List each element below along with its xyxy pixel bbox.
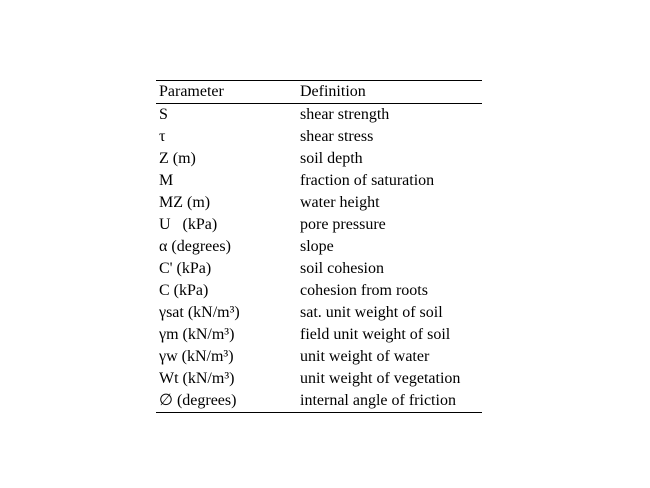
definition-cell: unit weight of water xyxy=(300,348,430,365)
table-row xyxy=(156,236,482,258)
definition-cell: field unit weight of soil xyxy=(300,326,451,343)
table-body xyxy=(156,104,482,413)
parameter-cell: MZ (m) xyxy=(159,194,211,211)
parameter-cell: M xyxy=(159,172,174,189)
definition-cell: shear strength xyxy=(300,106,390,123)
parameter-cell: γw (kN/m³) xyxy=(159,348,234,365)
header-parameter: Parameter xyxy=(159,83,224,100)
header-definition: Definition xyxy=(300,83,366,100)
definition-cell: internal angle of friction xyxy=(300,392,456,409)
parameter-cell: α (degrees) xyxy=(159,238,231,255)
table-row xyxy=(156,346,482,368)
parameter-cell: Z (m) xyxy=(159,150,196,167)
parameter-table-container xyxy=(156,80,482,413)
parameter-cell: U (kPa) xyxy=(159,216,218,233)
definition-cell: fraction of saturation xyxy=(300,172,435,189)
table-row xyxy=(156,280,482,302)
parameter-cell: ∅ (degrees) xyxy=(159,392,237,409)
definition-cell: shear stress xyxy=(300,128,374,145)
definition-cell: unit weight of vegetation xyxy=(300,370,461,387)
definition-cell: cohesion from roots xyxy=(300,282,428,299)
definition-cell: water height xyxy=(300,194,380,211)
table-row xyxy=(156,170,482,192)
definition-cell: soil depth xyxy=(300,150,363,167)
table-row xyxy=(156,192,482,214)
definition-cell: slope xyxy=(300,238,334,255)
header-row xyxy=(156,81,482,104)
parameter-cell: Wt (kN/m³) xyxy=(159,370,235,387)
parameter-cell: C' (kPa) xyxy=(159,260,212,277)
definition-cell: soil cohesion xyxy=(300,260,384,277)
table-row xyxy=(156,126,482,148)
table-row xyxy=(156,258,482,280)
table-row xyxy=(156,302,482,324)
table-row xyxy=(156,214,482,236)
parameter-cell: γsat (kN/m³) xyxy=(159,304,240,321)
parameter-cell: C (kPa) xyxy=(159,282,209,299)
parameter-table xyxy=(156,80,482,413)
table-header xyxy=(156,81,482,104)
table-row xyxy=(156,104,482,127)
definition-cell: sat. unit weight of soil xyxy=(300,304,443,321)
parameter-cell: τ xyxy=(159,128,166,145)
table-row xyxy=(156,324,482,346)
table-row xyxy=(156,368,482,390)
table-row xyxy=(156,390,482,413)
table-row xyxy=(156,148,482,170)
definition-cell: pore pressure xyxy=(300,216,386,233)
parameter-cell: S xyxy=(159,106,168,123)
parameter-cell: γm (kN/m³) xyxy=(159,326,235,343)
